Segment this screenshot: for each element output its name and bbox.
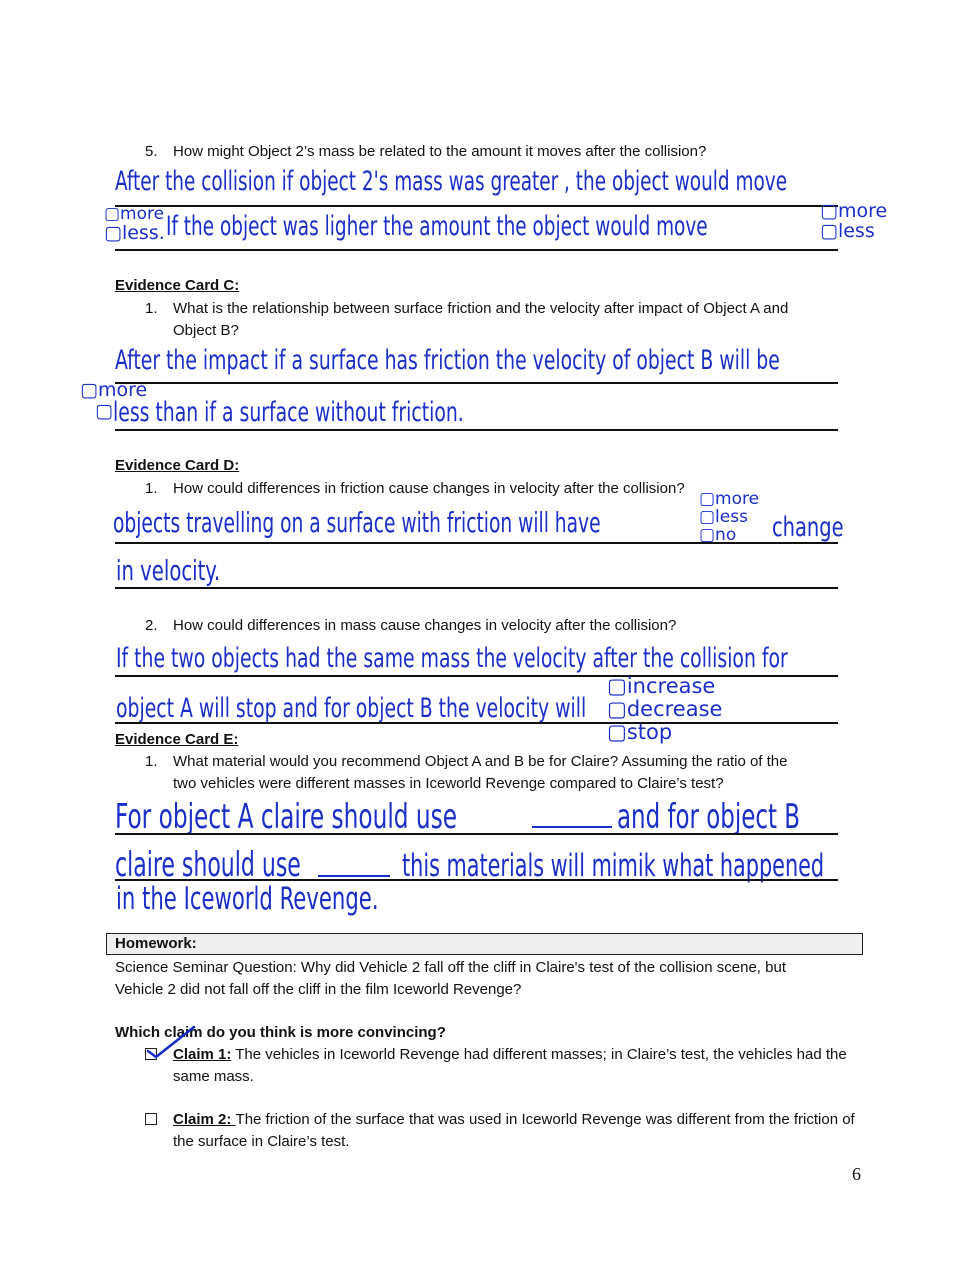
card-c-question (145, 298, 855, 342)
homework-question-line2: Vehicle 2 did not fall off the cliff in the film Iceworld Revenge? (115, 981, 522, 998)
card-e-blank2[interactable] (318, 875, 390, 877)
card-c-answer-rule2 (115, 429, 838, 431)
card-d-q2-options (607, 675, 722, 744)
card-d-q1-number: 1. (145, 480, 158, 497)
card-c-q1-text-line2: Object B? (173, 322, 239, 339)
card-d-q1-option-no[interactable]: ▢no (699, 524, 737, 545)
card-d-q1-option-less[interactable]: ▢less (699, 506, 748, 527)
claim-1-text: The vehicles in Iceworld Revenge had different masses; in Claire’s test, the vehicles had the same mass. (173, 1046, 847, 1085)
card-e-answer-line1-a: For object A claire should use (115, 797, 458, 837)
card-d-q1-options (699, 491, 759, 545)
card-d-q1-answer-rule2 (115, 587, 838, 589)
card-c-answer-line1: After the impact if a surface has friction the velocity of object B will be (115, 345, 780, 376)
card-d-q1-answer-line1-a: objects travelling on a surface with friction will have (113, 506, 601, 539)
card-e-q1-text-line2: two vehicles were different masses in Iceworld Revenge compared to Claire’s test? (173, 775, 724, 792)
card-d-q2-answer-line1: If the two objects had the same mass the velocity after the collision for (116, 643, 788, 674)
card-d-q1-answer-rule1 (115, 542, 838, 544)
q5-left-option-more[interactable]: ▢more (104, 204, 165, 224)
card-e-q1-text-line1: What material would you recommend Object A and B be for Claire? Assuming the ratio of the (173, 753, 788, 770)
card-d-q2-text: How could differences in mass cause changes in velocity after the collision? (173, 617, 677, 634)
card-d-q2 (145, 615, 676, 637)
card-d-q1-option-more[interactable]: ▢more (699, 489, 760, 509)
card-c-heading: Evidence Card C: (115, 277, 240, 294)
card-c-option-more[interactable]: ▢more (80, 379, 148, 401)
claim-1-check-mark (142, 1023, 202, 1059)
claim-1-label: Claim 1: (173, 1046, 232, 1063)
claim-1 (145, 1044, 860, 1088)
card-e-answer-line2-b: this materials will mimik what happened (402, 848, 825, 884)
card-c-answer-line2: less than if a surface without friction. (113, 397, 464, 428)
q5-left-options (104, 206, 165, 244)
card-e-answer-rule1 (115, 833, 838, 835)
q5-question (145, 141, 706, 163)
card-d-q2-answer-rule1 (115, 675, 838, 677)
card-e-heading: Evidence Card E: (115, 731, 239, 748)
card-d-q2-number: 2. (145, 617, 158, 634)
card-c-option-less-box[interactable]: ▢ (95, 400, 113, 422)
claim-2-body (173, 1109, 863, 1153)
homework-prompt: Which claim do you think is more convincing? (115, 1024, 446, 1041)
card-c-q1-number: 1. (145, 300, 158, 317)
claim-2-checkbox[interactable] (145, 1113, 157, 1125)
q5-answer-line2: If the object was ligher the amount the object would move (166, 211, 708, 242)
card-c-q1-text-line1: What is the relationship between surface friction and the velocity after impact of Object A and (173, 300, 789, 317)
card-d-q1-text: How could differences in friction cause changes in velocity after the collision? (173, 480, 685, 497)
card-d-q2-answer-rule2 (115, 722, 838, 724)
claim-2 (145, 1109, 860, 1153)
q5-text: How might Object 2’s mass be related to the amount it moves after the collision? (173, 143, 707, 160)
claim-2-label: Claim 2: (173, 1111, 236, 1128)
homework-question-line1: Science Seminar Question: Why did Vehicle 2 fall off the cliff in Claire's test of the collision scene, but (115, 959, 786, 976)
card-d-q1-answer-line1-b: change (772, 512, 844, 543)
card-d-q1 (145, 478, 685, 500)
homework-question (115, 957, 855, 1001)
card-e-blank1[interactable] (532, 826, 612, 828)
homework-header: Homework: (106, 933, 863, 955)
card-d-q2-option-increase[interactable]: ▢increase (607, 674, 716, 698)
card-c-answer-rule1 (115, 382, 838, 384)
q5-right-option-less[interactable]: ▢less (820, 219, 875, 242)
q5-answer-rule2 (115, 249, 838, 251)
q5-right-options (820, 202, 887, 242)
q5-answer-line1: After the collision if object 2's mass was greater , the object would move (115, 166, 788, 197)
card-d-q1-answer-line2: in velocity. (116, 554, 221, 587)
card-d-q2-answer-line2: object A will stop and for object B the velocity will (116, 693, 587, 724)
q5-right-option-more[interactable]: ▢more (820, 200, 888, 222)
q5-number: 5. (145, 143, 158, 160)
card-e-question (145, 751, 855, 795)
card-e-q1-number: 1. (145, 753, 158, 770)
card-d-q2-option-stop[interactable]: ▢stop (607, 720, 673, 745)
q5-left-option-less[interactable]: ▢less. (104, 221, 165, 244)
card-e-answer-line1-b: and for object B (617, 797, 800, 837)
claim-2-text: The friction of the surface that was used in Iceworld Revenge was different from the friction of the surface in Claire’s test. (173, 1111, 855, 1150)
card-d-q2-option-decrease[interactable]: ▢decrease (607, 697, 723, 722)
q5-answer-rule1 (115, 205, 838, 207)
claim-1-body (173, 1044, 863, 1088)
card-e-answer-line2-a: claire should use (115, 845, 301, 885)
card-e-answer-line3: in the Iceworld Revenge. (116, 881, 379, 917)
page-number: 6 (852, 1164, 861, 1184)
card-d-heading: Evidence Card D: (115, 457, 240, 474)
